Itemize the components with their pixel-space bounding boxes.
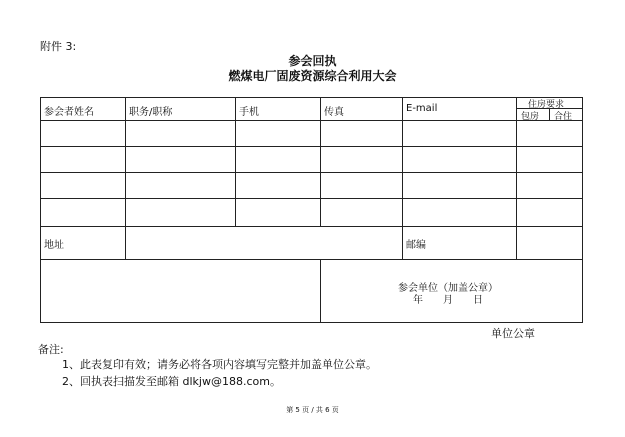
notes-heading: 备注:: [38, 343, 64, 356]
col-divider: [516, 98, 517, 259]
note-item: 1、此表复印有效；请务必将各项内容填写完整并加盖单位公章。: [62, 358, 377, 371]
row-divider: [41, 198, 582, 199]
row-divider: [41, 259, 582, 260]
header-housing: 住房要求: [528, 100, 565, 110]
row-divider: [41, 120, 582, 121]
unit-seal-text: 参会单位（加盖公章）: [398, 283, 498, 294]
header-name: 参会者姓名: [44, 107, 94, 118]
col-divider: [320, 98, 321, 226]
row-divider: [41, 146, 582, 147]
row-divider: [41, 172, 582, 173]
col-divider: [125, 98, 126, 226]
col-divider: [320, 259, 321, 322]
header-email: E-mail: [406, 103, 438, 114]
registration-table: [40, 97, 583, 323]
date-text: 年 月 日: [413, 295, 483, 306]
postcode-label: 邮编: [406, 240, 426, 251]
col-divider: [235, 98, 236, 226]
col-divider: [125, 226, 126, 259]
form-title: 参会回执: [288, 54, 337, 68]
note-item: 2、回执表扫描发至邮箱 dlkjw@188.com。: [62, 375, 281, 388]
housing-shared: 合住: [554, 112, 573, 122]
header-mobile: 手机: [239, 107, 259, 118]
header-title: 职务/职称: [129, 107, 173, 118]
housing-single: 包房: [521, 112, 540, 122]
page-number: 第 5 页 / 共 6 页: [286, 406, 339, 414]
attachment-label: 附件 3:: [40, 40, 77, 53]
address-label: 地址: [44, 240, 64, 251]
row-divider: [41, 226, 582, 227]
header-fax: 传真: [324, 107, 344, 118]
conference-title: 燃煤电厂固废资源综合利用大会: [228, 69, 397, 83]
col-divider: [402, 98, 403, 259]
seal-caption: 单位公章: [491, 327, 535, 340]
